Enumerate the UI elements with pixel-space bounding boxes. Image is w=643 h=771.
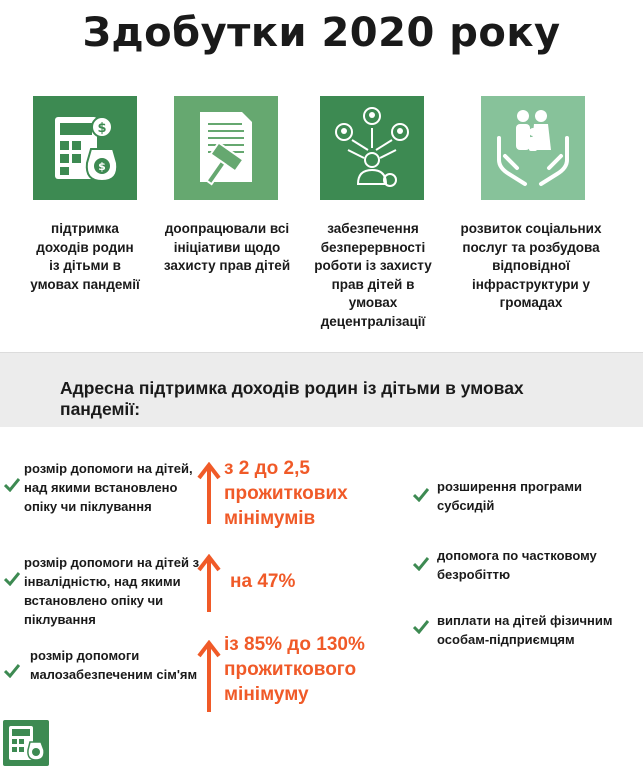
increase-value: із 85% до 130% прожиткового мінімуму (224, 634, 365, 705)
tile-caption: доопрацювали всі ініціативи щодо захисту прав дітей (163, 221, 291, 273)
tile-caption: розвиток соціальних послуг та розбудова відповідної інфраструктури у громадах (460, 221, 602, 310)
right-item-text: допомога по частковому безробіттю (437, 548, 597, 582)
family-hands-icon (481, 96, 585, 200)
checkmark-icon (4, 572, 20, 586)
left-item-text: розмір допомоги на дітей, над якими встановлено опіку чи піклування (24, 461, 193, 514)
up-arrow-icon (197, 640, 221, 714)
right-item-text: виплати на дітей фізичним особам-підприємцям (437, 613, 613, 647)
left-item-text: розмір допомоги на дітей з інвалідністю, над якими встановлено опіку чи піклування (24, 555, 200, 627)
calculator-money-icon (3, 720, 49, 766)
people-network-icon (320, 96, 424, 200)
checkmark-icon (413, 557, 429, 571)
left-item-text: розмір допомоги малозабезпеченим сім'ям (30, 648, 198, 682)
document-gavel-icon (174, 96, 278, 200)
increase-value: на 47% (230, 571, 296, 592)
svg-text:$: $ (97, 121, 107, 136)
increase-value: з 2 до 2,5 прожиткових мінімумів (224, 458, 348, 529)
tile-caption: підтримка доходів родин із дітьми в умовах пандемії (30, 221, 140, 292)
checkmark-icon (413, 620, 429, 634)
calculator-money-icon (33, 96, 137, 200)
right-item-text: розширення програми субсидій (437, 479, 582, 513)
up-arrow-icon (197, 554, 221, 614)
tile-caption: забезпечення безперервності роботи із захисту прав дітей в умовах децентралізації (314, 221, 432, 329)
page-title: Здобутки 2020 року (82, 10, 561, 56)
checkmark-icon (4, 664, 20, 678)
up-arrow-icon (197, 462, 221, 526)
checkmark-icon (4, 478, 20, 492)
checkmark-icon (413, 488, 429, 502)
section-title: Адресна підтримка доходів родин із дітьми в умовах пандемії: (60, 378, 524, 419)
svg-text:$: $ (98, 160, 106, 173)
